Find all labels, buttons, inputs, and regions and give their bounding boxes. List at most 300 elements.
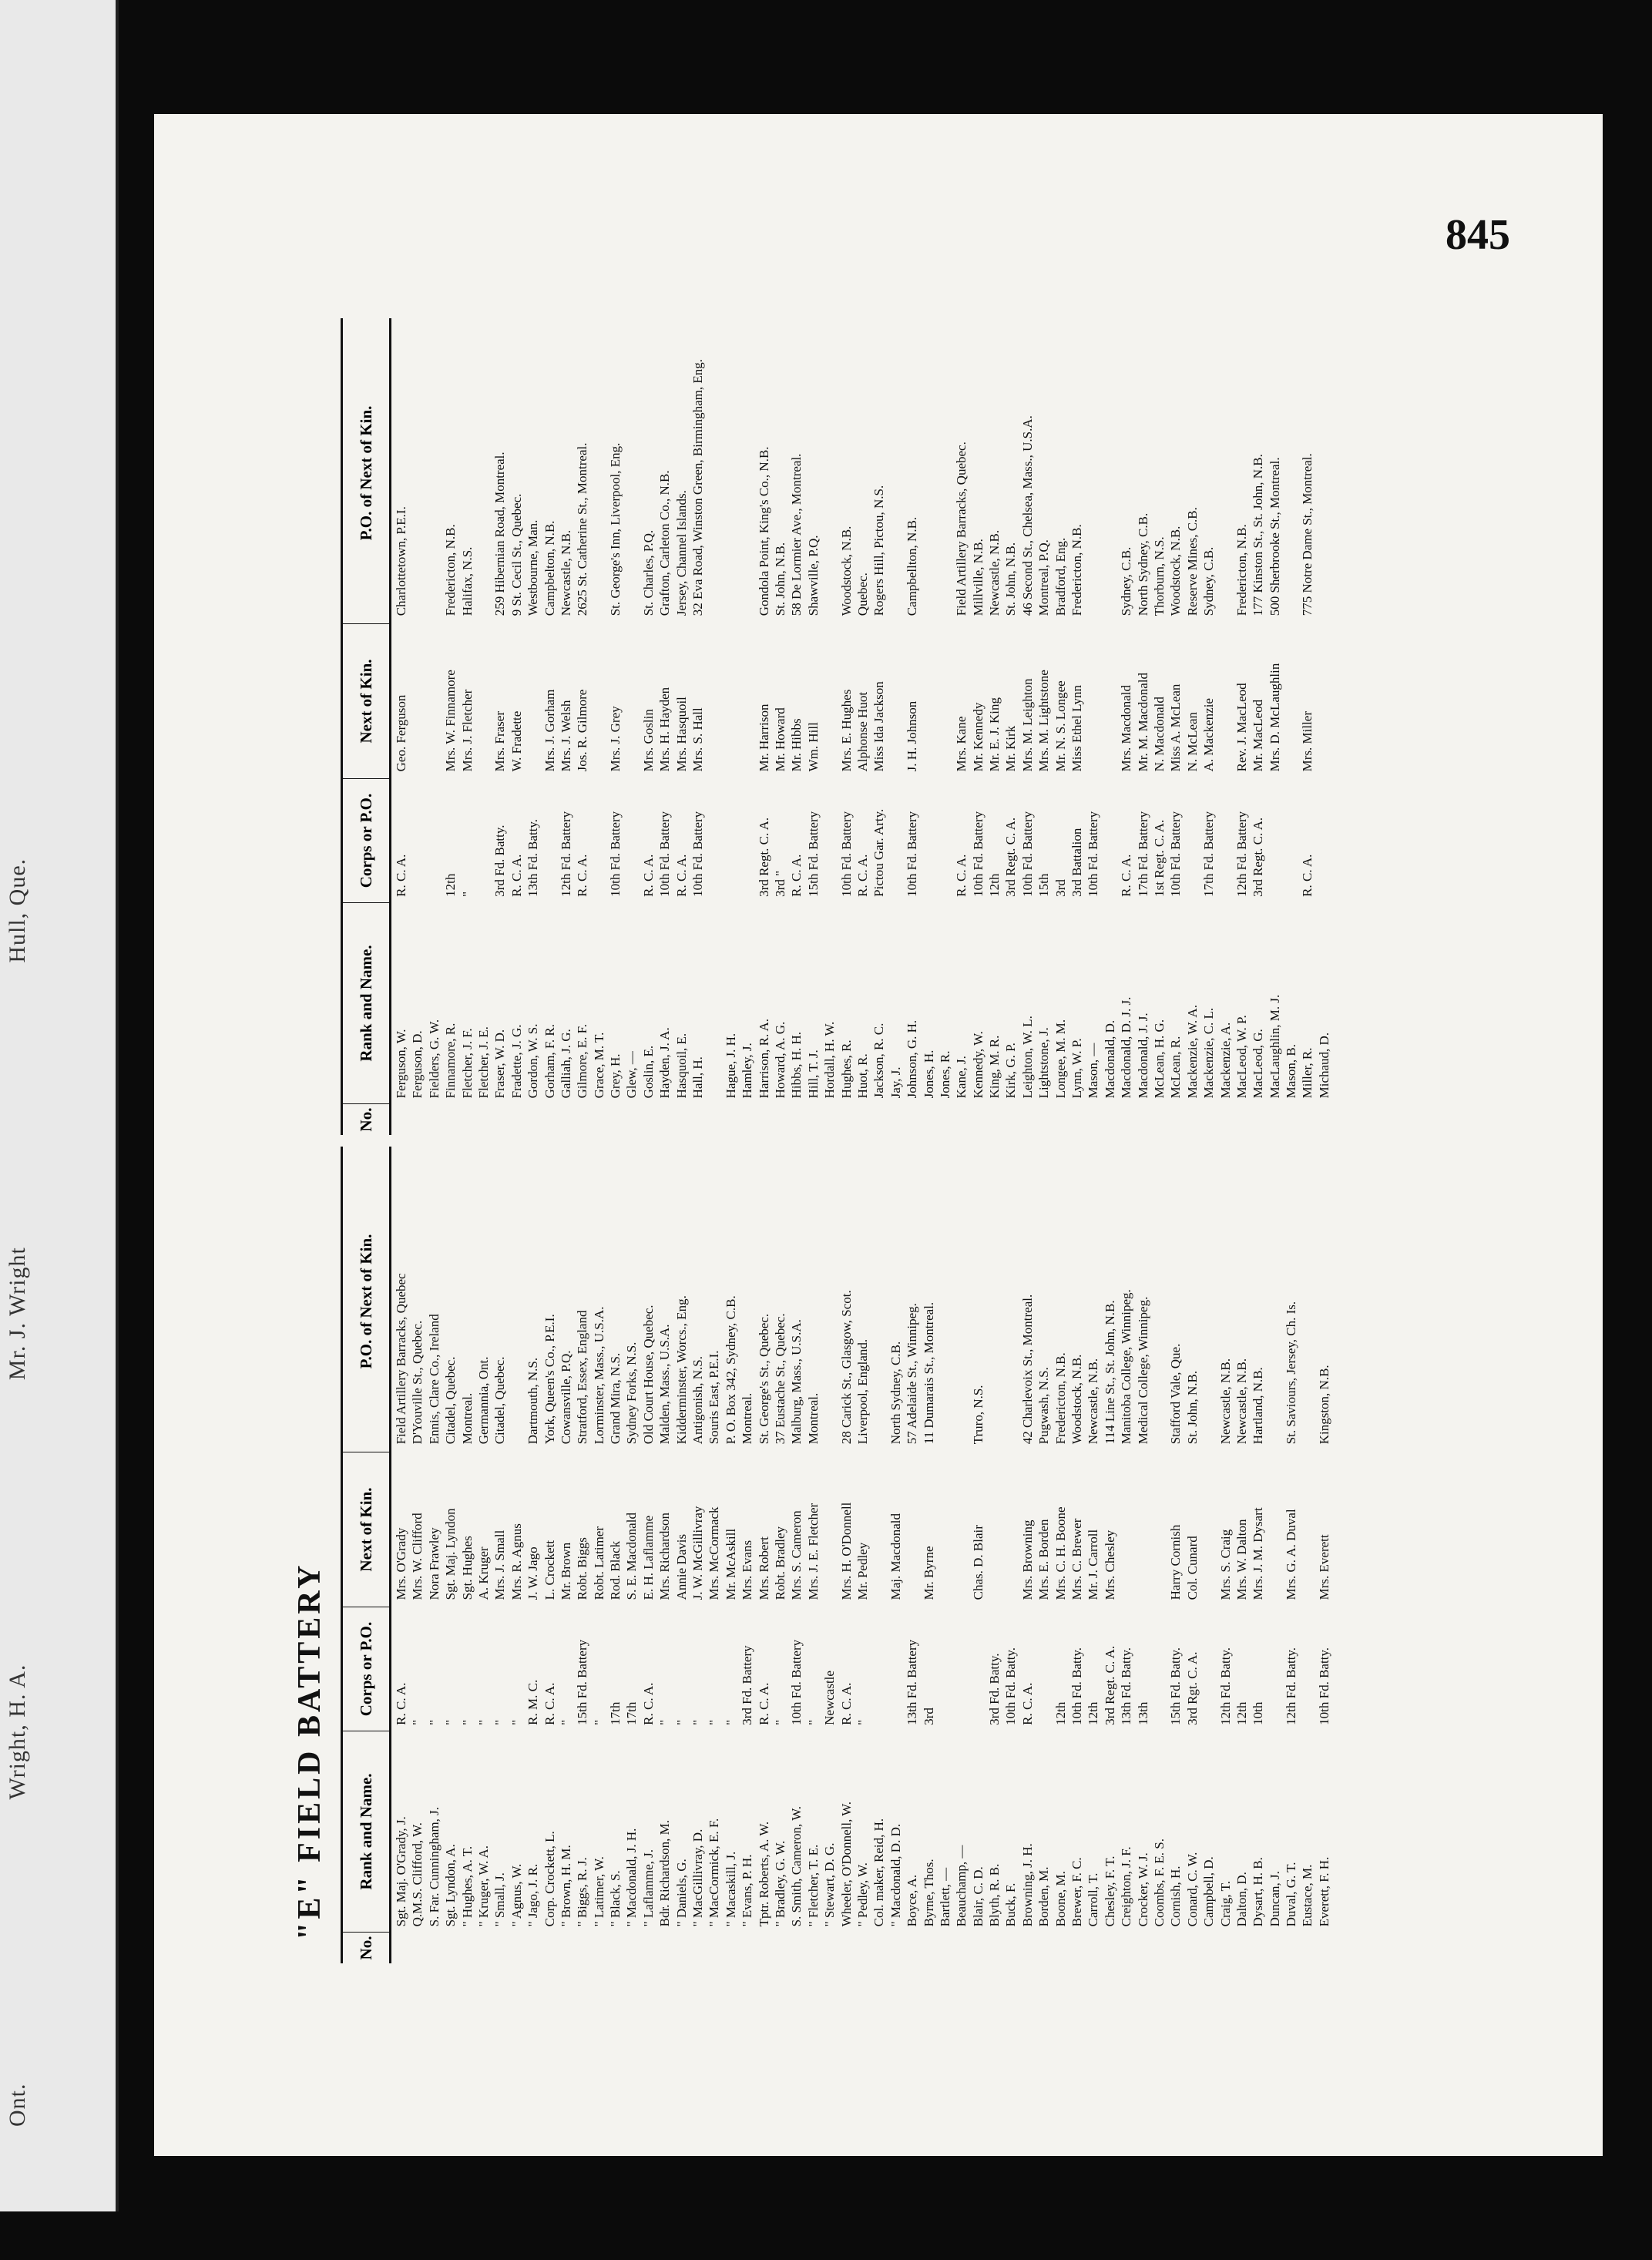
po-next-of-kin-cell: Kingston, N.B. (1316, 1365, 1331, 1445)
po-next-of-kin-cell: Fredericton, N.B. (1053, 1352, 1068, 1445)
table-row (1267, 1147, 1283, 1963)
table-row (409, 1147, 425, 1963)
corps-cell (888, 774, 904, 899)
table-row (459, 1147, 475, 1963)
corps-cell (937, 1603, 953, 1728)
corps-cell: " (690, 1719, 706, 1725)
table-row (1135, 1147, 1151, 1963)
po-next-of-kin-cell (937, 318, 953, 619)
po-next-of-kin-cell: Newcastle, N.B. (1217, 1358, 1233, 1445)
corps-cell: 10th Fd. Battery (690, 811, 706, 897)
corps-cell: R. C. A. (542, 1682, 557, 1725)
table-row (1053, 318, 1069, 1135)
next-of-kin-cell (871, 1447, 887, 1603)
row-number-cell (690, 1101, 706, 1135)
rank-name-cell: Creighton, J. F. (1119, 1846, 1134, 1927)
po-next-of-kin-cell: 42 Charlevoix St., Montreal. (1019, 1294, 1035, 1445)
corps-cell: 12th (1086, 1701, 1101, 1725)
next-of-kin-cell (953, 1447, 969, 1603)
table-row (623, 318, 640, 1135)
next-of-kin-cell: Mr. M. Macdonald (1135, 672, 1150, 772)
row-number-cell (970, 1929, 986, 1963)
po-next-of-kin-cell (1316, 318, 1332, 619)
corps-cell (623, 774, 640, 899)
corps-cell (475, 774, 492, 899)
table-row (1234, 318, 1250, 1135)
next-of-kin-cell (821, 619, 838, 774)
corps-cell: 10th Fd. Batty. (1069, 1647, 1085, 1725)
rank-name-cell: Jay, J. (888, 1066, 903, 1099)
po-next-of-kin-cell: Field Artillery Barracks, Quebec (394, 1273, 408, 1445)
corps-cell (723, 774, 739, 899)
row-number-cell (1151, 1101, 1167, 1135)
rank-name-cell: Duval, G. T. (1284, 1862, 1299, 1927)
corps-cell: " (558, 1719, 573, 1725)
corps-cell: 17th Fd. Battery (1135, 811, 1150, 897)
rank-name-cell: Kennedy, W. (970, 1031, 985, 1099)
table-row (475, 1147, 492, 1963)
corps-cell: 10th Fd. Battery (789, 1639, 804, 1725)
row-number-cell (1151, 1929, 1167, 1963)
row-number-cell (1085, 1101, 1101, 1135)
row-number-cell (986, 1929, 1002, 1963)
row-number-cell (459, 1929, 475, 1963)
row-number-cell (1299, 1929, 1315, 1963)
po-next-of-kin-cell: Newcastle, N.B. (1234, 1358, 1249, 1445)
rank-name-cell: " Jago, J. R. (525, 1863, 541, 1927)
corps-cell: " (459, 891, 475, 897)
rank-name-cell: S. Smith, Cameron, W. (789, 1806, 804, 1927)
table-row (475, 318, 492, 1135)
row-number-cell (1283, 1101, 1299, 1135)
rank-name-cell: MacLeod, G. (1251, 1029, 1266, 1099)
table-row (1299, 318, 1315, 1135)
next-of-kin-cell (1283, 619, 1299, 774)
corps-cell (1102, 774, 1118, 899)
table-row (904, 1147, 920, 1963)
corps-cell: " (509, 1719, 524, 1725)
table-row (393, 318, 409, 1135)
po-next-of-kin-cell (953, 1147, 969, 1447)
table-row (723, 1147, 739, 1963)
table-row (805, 1147, 821, 1963)
corps-cell: " (475, 1719, 491, 1725)
row-number-cell (574, 1929, 590, 1963)
rank-name-cell: Hill, T. J. (805, 1049, 821, 1099)
next-of-kin-cell: Mrs. J. Welsh (558, 700, 573, 772)
rank-name-cell: Sgt. Maj. O'Grady, J. (394, 1816, 408, 1927)
rank-name-cell: " MacCormick, E. F. (707, 1818, 722, 1927)
next-of-kin-cell: Mrs. E. Borden (1036, 1519, 1052, 1600)
po-next-of-kin-cell: Antigonish, N.S. (690, 1355, 706, 1445)
next-of-kin-cell (1200, 1447, 1217, 1603)
rank-name-cell: Dalton, D. (1234, 1872, 1249, 1927)
po-next-of-kin-cell: Truro, N.S. (970, 1385, 985, 1445)
table-row (640, 318, 656, 1135)
rank-name-cell (706, 900, 722, 1102)
table-row (525, 1147, 541, 1963)
corps-cell: " (805, 1719, 821, 1725)
row-number-cell (525, 1101, 541, 1135)
po-next-of-kin-cell: Malburg, Mass., U.S.A. (789, 1319, 804, 1445)
corps-cell (1184, 774, 1200, 899)
rank-name-cell: Miller, R. (1300, 1047, 1315, 1099)
next-of-kin-cell: A. Kruger (475, 1546, 491, 1600)
row-number-cell (492, 1929, 508, 1963)
corps-cell: " (591, 1719, 606, 1725)
next-of-kin-cell: Mrs. Macdonald (1119, 685, 1134, 772)
next-of-kin-cell: Chas. D. Blair (970, 1525, 985, 1600)
next-of-kin-cell: Mrs. McCormack (707, 1506, 722, 1600)
po-next-of-kin-cell: Fredericton, N.B. (443, 524, 458, 616)
rank-name-cell: " Latimer, W. (591, 1856, 606, 1927)
table-row (970, 1147, 986, 1963)
row-number-cell (475, 1101, 492, 1135)
corps-cell: 10th Fd. Batty. (1316, 1647, 1331, 1725)
next-of-kin-cell: Mrs. M. Leighton (1019, 678, 1035, 772)
next-of-kin-cell: Mrs. Chesley (1102, 1530, 1117, 1600)
row-number-cell (1217, 1929, 1234, 1963)
next-of-kin-cell (1299, 1447, 1315, 1603)
rank-name-cell: Finnamore, R. (443, 1023, 458, 1099)
row-number-cell (442, 1929, 458, 1963)
rank-name-cell: Conard, C. W. (1184, 1852, 1200, 1927)
rank-name-cell: Chesley, F. T. (1102, 1855, 1117, 1927)
corps-cell: 10th Fd. Battery (608, 811, 623, 897)
rank-name-cell: " Small, J. (492, 1872, 508, 1927)
table-row (426, 318, 442, 1135)
row-number-cell (1200, 1101, 1217, 1135)
corps-cell (1151, 1603, 1167, 1728)
rank-name-cell: Corp. Crockett, L. (542, 1831, 557, 1927)
corps-cell (953, 1603, 969, 1728)
row-number-cell (871, 1101, 887, 1135)
next-of-kin-cell: Mr. E. J. King (987, 697, 1002, 772)
next-of-kin-cell: Mr. Howard (772, 707, 787, 772)
corps-cell (970, 1603, 986, 1728)
next-of-kin-cell: Mrs. O'Grady (394, 1527, 408, 1600)
corps-cell: 12th (1234, 1701, 1249, 1725)
row-number-cell (838, 1929, 855, 1963)
table-row (1053, 1147, 1069, 1963)
left-table-rows (393, 1147, 1332, 1963)
table-row (591, 318, 607, 1135)
po-next-of-kin-cell: P. O. Box 342, Sydney, C.B. (723, 1295, 738, 1445)
table-row (986, 1147, 1002, 1963)
rank-name-cell: Kane, J. (954, 1056, 969, 1099)
next-of-kin-cell: Mrs. S. Cameron (789, 1510, 804, 1600)
corps-cell: R. C. A. (1019, 1682, 1035, 1725)
table-row (574, 318, 590, 1135)
next-of-kin-cell: N. Macdonald (1151, 697, 1167, 772)
row-number-cell (393, 1929, 409, 1963)
rank-name-cell: Boone, M. (1053, 1871, 1068, 1927)
row-number-cell (888, 1929, 904, 1963)
rank-name-cell: Macdonald, D. J. J. (1119, 996, 1134, 1099)
po-next-of-kin-cell: 9 St. Cecil St., Quebec. (509, 493, 524, 616)
po-next-of-kin-cell: Germannia, Ont. (475, 1356, 491, 1445)
corps-cell: 3rd " (772, 870, 787, 897)
rank-name-cell: Q.M.S. Clifford, W. (410, 1822, 425, 1927)
next-of-kin-cell: N. McLean (1184, 711, 1200, 772)
previous-page-fragment: Ont. (5, 2083, 30, 2127)
rank-name-cell: " Pedley, W. (855, 1862, 870, 1927)
table-row (1316, 1147, 1332, 1963)
next-of-kin-cell (1217, 619, 1234, 774)
table-row (459, 318, 475, 1135)
corps-cell (821, 774, 838, 899)
row-number-cell (492, 1101, 508, 1135)
rank-name-cell: Cornish, H. (1168, 1865, 1184, 1927)
next-of-kin-cell (1118, 1447, 1134, 1603)
po-next-of-kin-cell (871, 1147, 887, 1447)
next-of-kin-cell: Annie Davis (673, 1533, 689, 1600)
header-corps: Corps or P.O. (343, 778, 389, 902)
rank-name-cell: McLean, R. (1168, 1036, 1184, 1099)
rank-name-cell: Goslin, E. (640, 1045, 656, 1099)
po-next-of-kin-cell: York, Queen's Co., P.E.I. (542, 1314, 557, 1445)
row-number-cell (855, 1101, 871, 1135)
row-number-cell (1135, 1101, 1151, 1135)
po-next-of-kin-cell: North Sydney, C.B. (1135, 512, 1150, 616)
row-number-cell (623, 1929, 640, 1963)
po-next-of-kin-cell: Halifax, N.S. (459, 546, 475, 616)
po-next-of-kin-cell (1200, 1147, 1217, 1447)
table-row (1217, 1147, 1234, 1963)
rank-name-cell: Eustace, M. (1300, 1864, 1315, 1927)
po-next-of-kin-cell: Souris East, P.E.I. (707, 1350, 722, 1445)
table-row (921, 1147, 937, 1963)
corps-cell: 15th (1036, 873, 1052, 897)
po-next-of-kin-cell (937, 1147, 953, 1447)
table-row (1200, 1147, 1217, 1963)
next-of-kin-cell: Rod. Black (608, 1540, 623, 1600)
row-number-cell (607, 1101, 623, 1135)
table-row (607, 318, 623, 1135)
row-number-cell (723, 1929, 739, 1963)
po-next-of-kin-cell: St. John, N.B. (772, 542, 787, 616)
rank-name-cell: " Macdonald, J. H. (624, 1828, 640, 1927)
po-next-of-kin-cell: Grand Mira, N.S. (608, 1352, 623, 1445)
rank-name-cell: " Evans, P. H. (740, 1854, 755, 1927)
po-next-of-kin-cell (739, 318, 755, 619)
table-row (690, 1147, 706, 1963)
table-row (1069, 318, 1085, 1135)
next-of-kin-cell (1316, 619, 1332, 774)
corps-cell: 3rd Fd. Batty. (987, 1653, 1002, 1725)
row-number-cell (409, 1101, 425, 1135)
next-of-kin-cell: W. Fradette (509, 710, 524, 772)
row-number-cell (937, 1101, 953, 1135)
corps-cell (426, 774, 442, 899)
row-number-cell (426, 1929, 442, 1963)
table-row (1135, 318, 1151, 1135)
next-of-kin-cell (525, 619, 541, 774)
corps-cell (871, 1603, 887, 1728)
po-next-of-kin-cell: Liverpool, England. (855, 1338, 870, 1445)
next-of-kin-cell: Harry Cornish (1168, 1524, 1184, 1600)
header-po-next-of-kin: P.O. of Next of Kin. (356, 405, 375, 541)
next-of-kin-cell: Mr. J. Carroll (1086, 1529, 1101, 1600)
table-row (706, 318, 722, 1135)
corps-cell: " (459, 1719, 475, 1725)
table-row (1167, 1147, 1184, 1963)
row-number-cell (509, 1929, 525, 1963)
row-number-cell (1316, 1101, 1332, 1135)
next-of-kin-cell (1085, 619, 1101, 774)
table-row (1118, 1147, 1134, 1963)
corps-cell: 13th Fd. Batty. (1119, 1647, 1134, 1725)
table-row (739, 1147, 755, 1963)
table-row (838, 318, 855, 1135)
row-number-cell (673, 1929, 690, 1963)
corps-cell: R. C. A. (575, 854, 590, 897)
next-of-kin-cell: Mr. N. S. Longee (1053, 680, 1068, 772)
table-row (393, 1147, 409, 1963)
table-row (1184, 318, 1200, 1135)
rank-name-cell: Hall, H. (690, 1056, 706, 1099)
row-number-cell (1019, 1101, 1036, 1135)
po-next-of-kin-cell: Citadel, Quebec. (492, 1356, 508, 1445)
table-row (673, 318, 690, 1135)
table-row (1167, 318, 1184, 1135)
corps-cell: R. C. A. (838, 1682, 854, 1725)
next-of-kin-cell: L. Crockett (542, 1540, 557, 1600)
table-row (937, 318, 953, 1135)
corps-cell: R. M. C. (525, 1679, 541, 1725)
row-number-cell (788, 1929, 804, 1963)
po-next-of-kin-cell: Montreal. (740, 1392, 755, 1445)
rank-name-cell: Buck, F. (1003, 1882, 1019, 1927)
rank-name-cell: King, M. R. (987, 1035, 1002, 1099)
po-next-of-kin-cell (706, 318, 722, 619)
next-of-kin-cell: Mrs. J. Fletcher (459, 689, 475, 772)
row-number-cell (690, 1929, 706, 1963)
po-next-of-kin-cell: Old Court House, Quebec. (640, 1305, 656, 1445)
corps-cell: R. C. A. (954, 854, 969, 897)
rank-name-cell: " Agnus, W. (509, 1863, 524, 1927)
po-next-of-kin-cell: Gondola Point, King's Co., N.B. (756, 446, 771, 616)
next-of-kin-cell: Mrs. Goslin (640, 709, 656, 772)
row-number-cell (1200, 1929, 1217, 1963)
next-of-kin-cell (986, 1447, 1002, 1603)
next-of-kin-cell (623, 619, 640, 774)
table-row (1085, 318, 1101, 1135)
next-of-kin-cell (888, 619, 904, 774)
corps-cell: 3rd (1053, 879, 1068, 897)
row-number-cell (607, 1929, 623, 1963)
po-next-of-kin-cell (821, 318, 838, 619)
corps-cell (1267, 774, 1283, 899)
corps-cell (706, 774, 722, 899)
rank-name-cell: Fielders, G. W. (426, 1019, 442, 1099)
corps-cell: 10th Fd. Battery (905, 811, 920, 897)
corps-cell: 3rd Rgt. C. A. (1184, 1651, 1200, 1725)
rank-name-cell: Hasquoil, E. (673, 1033, 689, 1099)
po-next-of-kin-cell (1299, 1147, 1315, 1447)
corps-cell: R. C. A. (509, 854, 524, 897)
table-row (1085, 1147, 1101, 1963)
table-row (871, 318, 887, 1135)
row-number-cell (640, 1101, 656, 1135)
corps-cell: 10th Fd. Battery (1168, 811, 1184, 897)
po-next-of-kin-cell: D'Youville St., Quebec. (410, 1320, 425, 1445)
rank-name-cell: Mackenzie, C. L. (1201, 1007, 1217, 1099)
rank-name-cell: Col. maker, Reid, H. (871, 1818, 887, 1927)
rank-name-cell: Byrne, Thos. (921, 1859, 936, 1927)
rank-name-cell: Macdonald, J. J. (1135, 1012, 1150, 1099)
po-next-of-kin-cell: Montreal. (459, 1392, 475, 1445)
next-of-kin-cell: J. H. Johnson (905, 700, 920, 772)
rank-name-cell: Grey, H. (608, 1053, 623, 1099)
rank-name-cell: Mackenzie, W. A. (1184, 1005, 1200, 1099)
table-row (525, 318, 541, 1135)
po-next-of-kin-cell: Sydney, C.B. (1119, 546, 1134, 616)
header-no: No. (343, 1932, 389, 1963)
table-row (1283, 318, 1299, 1135)
row-number-cell (509, 1101, 525, 1135)
po-next-of-kin-cell: Sydney Forks, N.S. (624, 1342, 640, 1445)
row-number-cell (475, 1929, 492, 1963)
next-of-kin-cell: Sgt. Hughes (459, 1536, 475, 1600)
corps-cell: 3rd Regt. C. A. (1003, 817, 1019, 897)
corps-cell (739, 774, 755, 899)
table-row (623, 1147, 640, 1963)
table-row (1036, 1147, 1052, 1963)
rank-name-cell: Sgt. Lyndon, A. (443, 1844, 458, 1927)
table-row (937, 1147, 953, 1963)
next-of-kin-cell: Mrs. Robert (756, 1536, 771, 1600)
table-row (1151, 1147, 1167, 1963)
po-next-of-kin-cell: Montreal, P.Q. (1036, 539, 1052, 616)
table-row (970, 318, 986, 1135)
rank-name-cell: " Daniels, G. (673, 1859, 689, 1927)
row-number-cell (1053, 1101, 1069, 1135)
po-next-of-kin-cell (409, 318, 425, 619)
row-number-cell (1069, 1101, 1085, 1135)
rank-name-cell: " Laflamme, J. (640, 1849, 656, 1927)
rank-name-cell: Jones, H. (921, 1049, 936, 1099)
row-number-cell (706, 1929, 722, 1963)
corps-cell: 3rd Fd. Battery (740, 1645, 755, 1725)
table-row (855, 1147, 871, 1963)
rank-name-cell: Everett, F. H. (1316, 1856, 1331, 1927)
corps-cell: 3rd Regt. C. A. (1251, 817, 1266, 897)
row-number-cell (640, 1929, 656, 1963)
po-next-of-kin-cell: Millville, N.B. (970, 539, 985, 616)
next-of-kin-cell: E. H. Laflamme (640, 1515, 656, 1600)
rank-name-cell: Brewer, F. C. (1069, 1857, 1085, 1927)
table-row (739, 318, 755, 1135)
rank-name-cell: " Kruger, W. A. (475, 1845, 491, 1927)
table-row (1234, 1147, 1250, 1963)
rank-name-cell: " Macaskill, J. (723, 1851, 738, 1927)
row-number-cell (888, 1101, 904, 1135)
corps-cell: 13th Fd. Batty. (525, 818, 541, 897)
corps-cell (591, 774, 607, 899)
corps-cell: 15th Fd. Battery (575, 1639, 590, 1725)
next-of-kin-cell: Mrs. J. Gorham (542, 689, 557, 772)
corps-cell: 10th (1251, 1701, 1266, 1725)
table-row (558, 1147, 574, 1963)
table-header (341, 1147, 391, 1963)
po-next-of-kin-cell: Newcastle, N.B. (558, 529, 573, 616)
table-row (607, 1147, 623, 1963)
po-next-of-kin-cell (1102, 318, 1118, 619)
table-row (492, 318, 508, 1135)
corps-cell: " (855, 1719, 870, 1725)
table-row (788, 1147, 804, 1963)
